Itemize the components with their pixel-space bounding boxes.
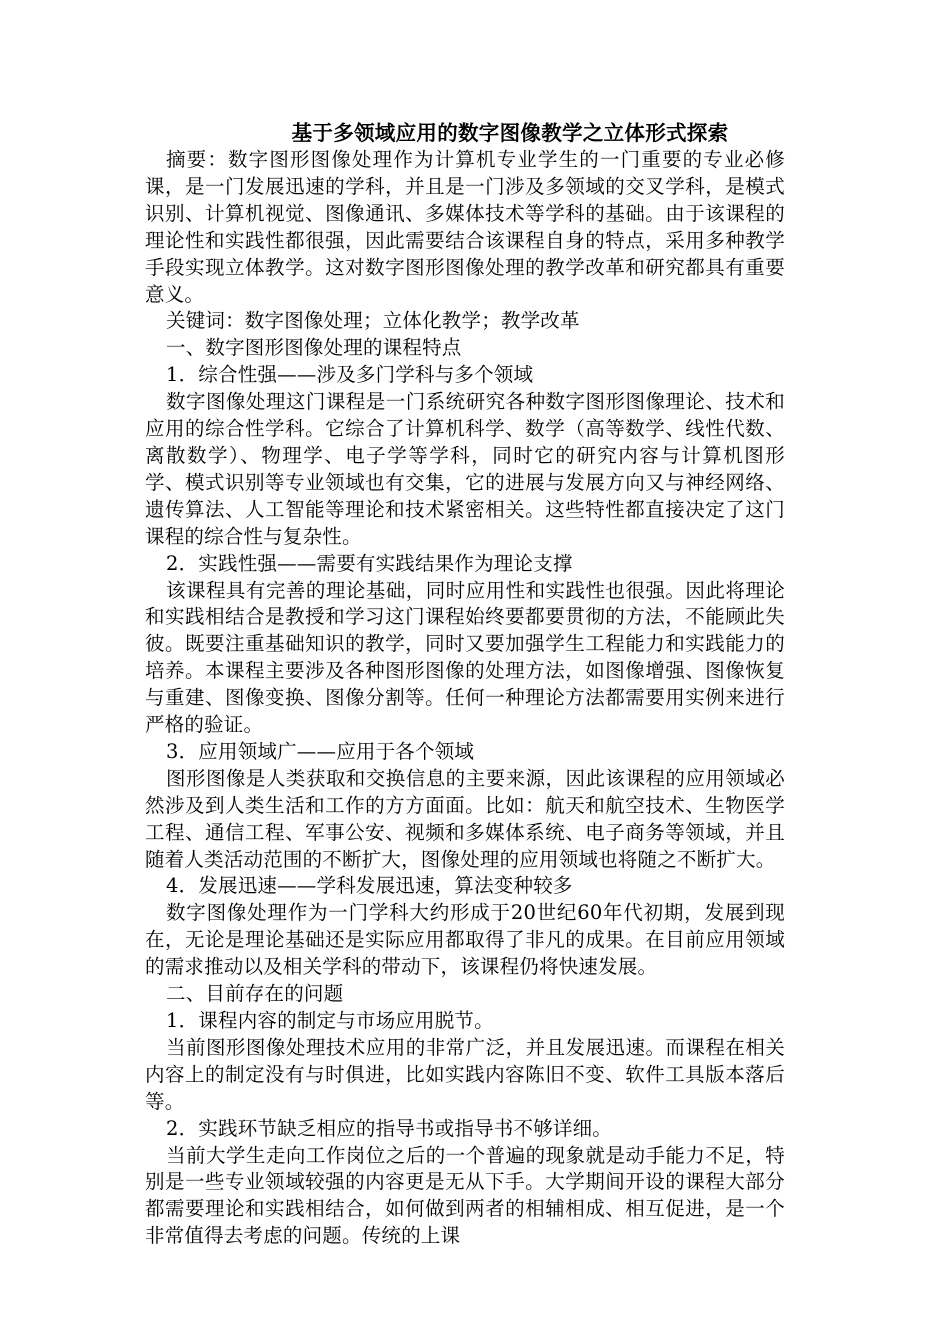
subheading-2-1: 1．课程内容的制定与市场应用脱节。 — [166, 1009, 494, 1032]
body-paragraph: 当前图形图像处理技术应用的非常广泛，并且发展迅速。而课程在相关内容上的制定没有与时俱进，比如实践内容陈旧不变、软件工具版本落后等。 — [145, 1035, 785, 1113]
subheading-1-4: 4．发展迅速——学科发展迅速，算法变种较多 — [166, 874, 573, 898]
body-paragraph: 图形图像是人类获取和交换信息的主要来源，因此该课程的应用领域必然涉及到人类生活和工作的方方面面。比如：航天和航空技术、生物医学工程、通信工程、军事公安、视频和多媒体系统、电子商务等领域，并且随着人类活动范围的不断扩大，图像处理的应用领域也将随之不断扩大。 — [145, 766, 785, 871]
subheading-1-3: 3．应用领域广——应用于各个领域 — [166, 739, 475, 763]
document-title: 基于多领域应用的数字图像教学之立体形式探索 — [291, 121, 729, 145]
body-paragraph: 该课程具有完善的理论基础，同时应用性和实践性也很强。因此将理论和实践相结合是教授和学习这门课程始终要都要贯彻的方法，不能顾此失彼。既要注重基础知识的教学，同时又要加强学生工程能力和实践能力的培养。本课程主要涉及各种图形图像的处理方法，如图像增强、图像恢复与重建、图像变换、图像分割等。任何一种理论方法都需要用实例来进行严格的验证。 — [145, 578, 785, 737]
section-heading-2: 二、目前存在的问题 — [166, 982, 344, 1006]
body-paragraph: 当前大学生走向工作岗位之后的一个普遍的现象就是动手能力不足，特别是一些专业领域较强的内容更是无从下手。大学期间开设的课程大部分都需要理论和实践相结合，如何做到两者的相辅相成、相互促进，是一个非常值得去考虑的问题。传统的上课 — [145, 1143, 785, 1248]
document-page — [145, 120, 785, 1250]
section-heading-1: 一、数字图形图像处理的课程特点 — [166, 336, 462, 360]
body-paragraph: 数字图像处理这门课程是一门系统研究各种数字图形图像理论、技术和应用的综合性学科。它综合了计算机科学、数学（高等数学、线性代数、离散数学）、物理学、电子学等学科，同时它的研究内容与计算机图形学、模式识别等专业领域也有交集，它的进展与发展方向又与神经网络、遗传算法、人工智能等理论和技术紧密相关。这些特性都直接决定了这门课程的综合性与复杂性。 — [145, 390, 785, 548]
body-paragraph: 数字图像处理作为一门学科大约形成于20世纪60年代初期，发展到现在，无论是理论基础还是实际应用都取得了非凡的成果。在目前应用领域的需求推动以及相关学科的带动下，该课程仍将快速发展。 — [145, 901, 785, 979]
subheading-2-2: 2．实践环节缺乏相应的指导书或指导书不够详细。 — [166, 1116, 613, 1140]
abstract-paragraph: 摘要：数字图形图像处理作为计算机专业学生的一门重要的专业必修课，是一门发展迅速的学科，并且是一门涉及多领域的交叉学科，是模式识别、计算机视觉、图像通讯、多媒体技术等学科的基础。由于该课程的理论性和实践性都很强，因此需要结合该课程自身的特点，采用多种教学手段实现立体教学。这对数字图形图像处理的教学改革和研究都具有重要意义。 — [145, 148, 785, 306]
subheading-1-1: 1．综合性强——涉及多门学科与多个领域 — [166, 363, 534, 387]
keywords-line: 关键词：数字图像处理；立体化教学；教学改革 — [166, 309, 580, 333]
subheading-1-2: 2．实践性强——需要有实践结果作为理论支撑 — [166, 551, 573, 575]
